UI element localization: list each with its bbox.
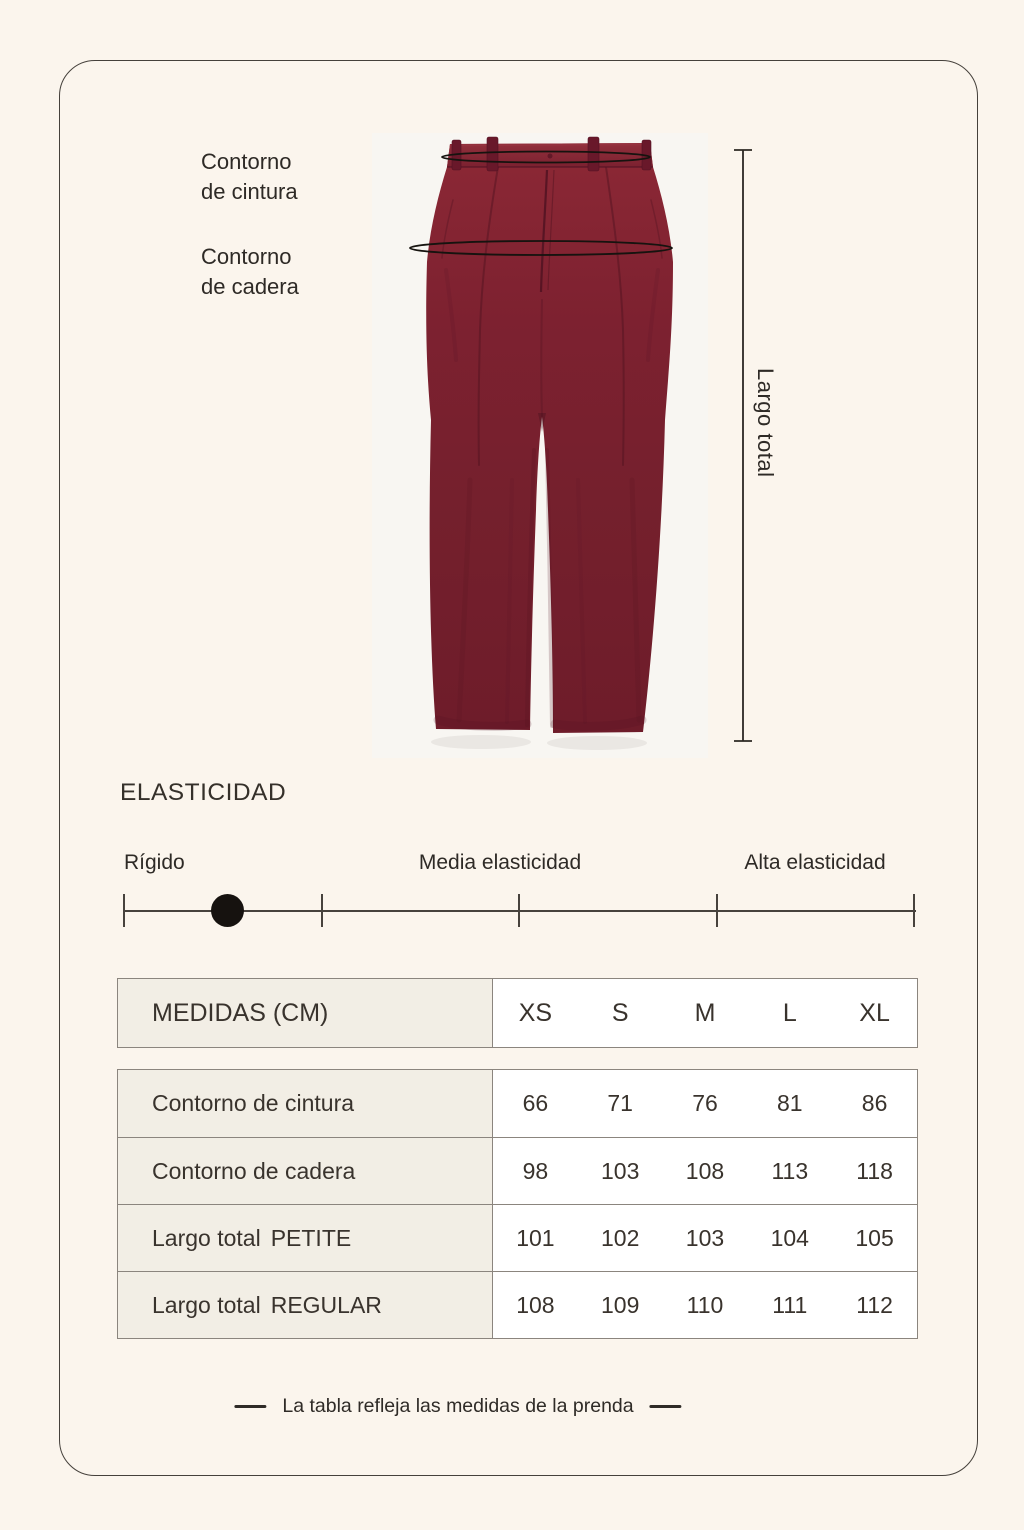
size-column-m: M [694,998,716,1027]
scale-tick-3 [518,894,520,927]
table-row-length-regular [118,1271,917,1338]
length-label: Largo total [753,368,778,478]
row-values [493,1272,917,1338]
cell-value: 71 [607,1090,633,1116]
cell-value: 108 [685,1157,725,1184]
elasticity-heading: ELASTICIDAD [120,779,287,806]
row-label-text: Largo total [152,1291,261,1318]
size-table-header [117,978,918,1048]
cell-value: 110 [686,1291,724,1318]
scale-tick-2 [321,894,323,927]
cell-value: 118 [856,1157,893,1184]
row-label [118,1272,493,1338]
cell-value: 111 [772,1291,808,1318]
row-label-text: Largo total [152,1224,261,1251]
cell-value: 112 [856,1291,893,1318]
footer-note [234,1395,681,1418]
cell-value: 102 [601,1224,640,1251]
size-column-s: S [611,998,629,1027]
cell-value: 109 [601,1291,640,1318]
cell-value: 66 [522,1090,549,1116]
header-row [118,979,917,1047]
cell-value: 103 [601,1157,640,1184]
row-variant-text: PETITE [270,1224,352,1251]
row-label [118,1138,493,1204]
table-row-length-petite [118,1204,917,1271]
waist-label-line2: de cintura [201,179,298,204]
hip-label [201,242,299,302]
cell-value: 81 [776,1090,803,1116]
cell-value: 98 [522,1157,549,1184]
row-label-text: Contorno de cadera [152,1157,356,1184]
size-columns [493,979,917,1047]
size-column-xs: XS [518,998,553,1027]
scale-tick-5 [913,894,915,927]
measures-header-cell: MEDIDAS (CM) [118,979,493,1047]
size-column-xl: XL [859,998,890,1027]
row-label [118,1070,493,1137]
scale-tick-1 [123,894,125,927]
waist-label-line1: Contorno [201,149,292,174]
size-table-body [117,1069,918,1339]
elasticity-label-rigido: Rígido [124,851,185,874]
table-row-hip [118,1137,917,1204]
elasticity-label-alta: Alta elasticidad [744,851,886,874]
table-row-waist [118,1070,917,1137]
elasticity-label-media: Media elasticidad [418,851,582,874]
cell-value: 105 [855,1224,894,1251]
row-variant-text: REGULAR [270,1291,382,1318]
cell-value: 103 [685,1224,725,1251]
cell-value: 76 [692,1090,718,1116]
footer-dash-right [650,1405,682,1408]
row-label-text: Contorno de cintura [152,1090,355,1116]
waist-label [201,147,298,207]
row-values [493,1205,917,1271]
size-column-l: L [782,998,797,1027]
row-label [118,1205,493,1271]
row-values [493,1138,917,1204]
scale-tick-4 [716,894,718,927]
hip-label-line1: Contorno [201,244,292,269]
cell-value: 101 [516,1224,555,1251]
footer-dash-left [234,1405,266,1408]
cell-value: 108 [516,1291,555,1318]
cell-value: 113 [771,1157,809,1184]
footer-note-text: La tabla refleja las medidas de la prenda [282,1395,634,1417]
hip-label-line2: de cadera [201,274,299,299]
length-measure-line [734,150,752,741]
cell-value: 104 [770,1224,809,1251]
cell-value: 86 [861,1090,888,1116]
row-values [493,1070,917,1137]
pants-image [350,120,810,770]
